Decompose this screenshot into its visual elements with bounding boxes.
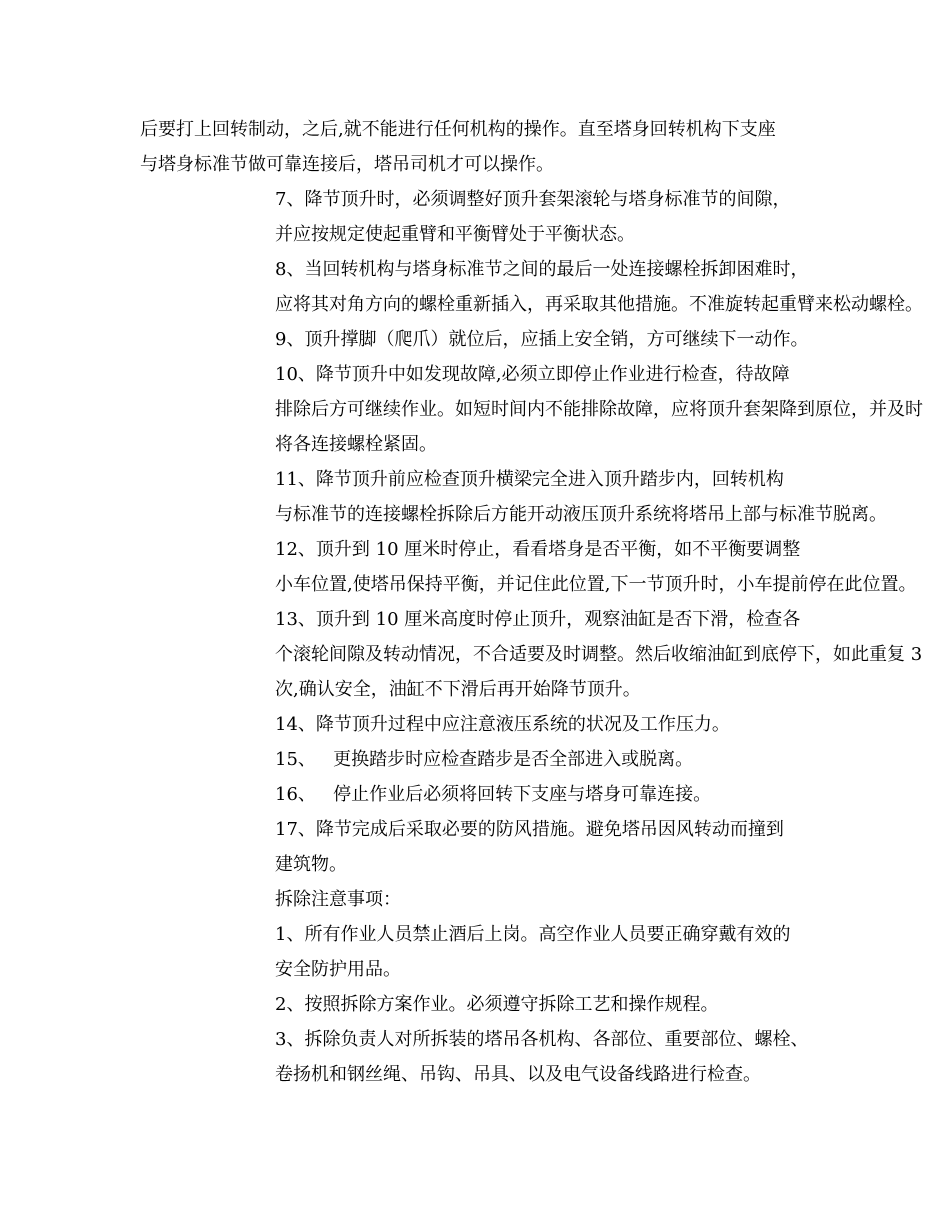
paragraph bbox=[140, 742, 830, 777]
text-line: 7、降节顶升时，必须调整好顶升套架滚轮与塔身标准节的间隙， bbox=[275, 189, 791, 210]
paragraph bbox=[140, 1022, 830, 1092]
text-line: 卷扬机和钢丝绳、吊钩、吊具、以及电气设备线路进行检查。 bbox=[275, 1064, 761, 1085]
paragraph bbox=[140, 252, 923, 322]
text-line: 建筑物。 bbox=[275, 854, 347, 875]
text-line: 拆除注意事项： bbox=[275, 889, 401, 910]
paragraph bbox=[140, 602, 923, 707]
text-line: 12、顶升到 10 厘米时停止，看看塔身是否平衡，如不平衡要调整 bbox=[275, 539, 801, 560]
text-line: 14、降节顶升过程中应注意液压系统的状况及工作压力。 bbox=[275, 714, 730, 735]
text-line: 次,确认安全，油缸不下滑后再开始降节顶升。 bbox=[275, 679, 641, 700]
paragraph bbox=[140, 532, 917, 602]
text-line: 8、当回转机构与塔身标准节之间的最后一处连接螺栓拆卸困难时， bbox=[275, 259, 809, 280]
text-line: 后要打上回转制动，之后,就不能进行任何机构的操作。直至塔身回转机构下支座 bbox=[140, 119, 776, 140]
paragraph bbox=[140, 707, 830, 742]
text-line: 15、 更换踏步时应检查踏步是否全部进入或脱离。 bbox=[275, 749, 694, 770]
paragraph bbox=[140, 987, 830, 1022]
text-line: 个滚轮间隙及转动情况，不合适要及时调整。然后收缩油缸到底停下，如此重复 3 bbox=[275, 644, 923, 665]
text-line: 17、降节完成后采取必要的防风措施。避免塔吊因风转动而撞到 bbox=[275, 819, 784, 840]
paragraph bbox=[140, 882, 830, 917]
text-line: 9、顶升撑脚（爬爪）就位后，应插上安全销，方可继续下一动作。 bbox=[275, 329, 809, 350]
text-line: 安全防护用品。 bbox=[275, 959, 401, 980]
text-line: 3、拆除负责人对所拆装的塔吊各机构、各部位、重要部位、螺栓、 bbox=[275, 1029, 809, 1050]
text-line: 11、降节顶升前应检查顶升横梁完全进入顶升踏步内，回转机构 bbox=[275, 469, 784, 490]
paragraph bbox=[140, 322, 830, 357]
text-line: 应将其对角方向的螺栓重新插入，再采取其他措施。不准旋转起重臂来松动螺栓。 bbox=[275, 294, 923, 315]
paragraph bbox=[140, 917, 830, 987]
text-line: 排除后方可继续作业。如短时间内不能排除故障，应将顶升套架降到原位，并及时 bbox=[275, 399, 923, 420]
text-line: 与标准节的连接螺栓拆除后方能开动液压顶升系统将塔吊上部与标准节脱离。 bbox=[275, 504, 887, 525]
text-line: 13、顶升到 10 厘米高度时停止顶升，观察油缸是否下滑，检查各 bbox=[275, 609, 801, 630]
text-line: 16、 停止作业后必须将回转下支座与塔身可靠连接。 bbox=[275, 784, 712, 805]
paragraph bbox=[140, 182, 830, 252]
text-line: 与塔身标准节做可靠连接后，塔吊司机才可以操作。 bbox=[140, 154, 554, 175]
paragraph bbox=[140, 462, 887, 532]
text-line: 1、所有作业人员禁止酒后上岗。高空作业人员要正确穿戴有效的 bbox=[275, 924, 791, 945]
paragraph bbox=[140, 357, 923, 462]
text-line: 10、降节顶升中如发现故障,必须立即停止作业进行检查，待故障 bbox=[275, 364, 790, 385]
paragraph bbox=[140, 777, 830, 812]
text-line: 2、按照拆除方案作业。必须遵守拆除工艺和操作规程。 bbox=[275, 994, 719, 1015]
text-line: 将各连接螺栓紧固。 bbox=[275, 434, 437, 455]
text-line: 小车位置,使塔吊保持平衡，并记住此位置,下一节顶升时，小车提前停在此位置。 bbox=[275, 574, 917, 595]
paragraph bbox=[140, 812, 830, 882]
text-line: 并应按规定使起重臂和平衡臂处于平衡状态。 bbox=[275, 224, 635, 245]
paragraph bbox=[140, 112, 830, 182]
document-body bbox=[140, 112, 923, 1092]
